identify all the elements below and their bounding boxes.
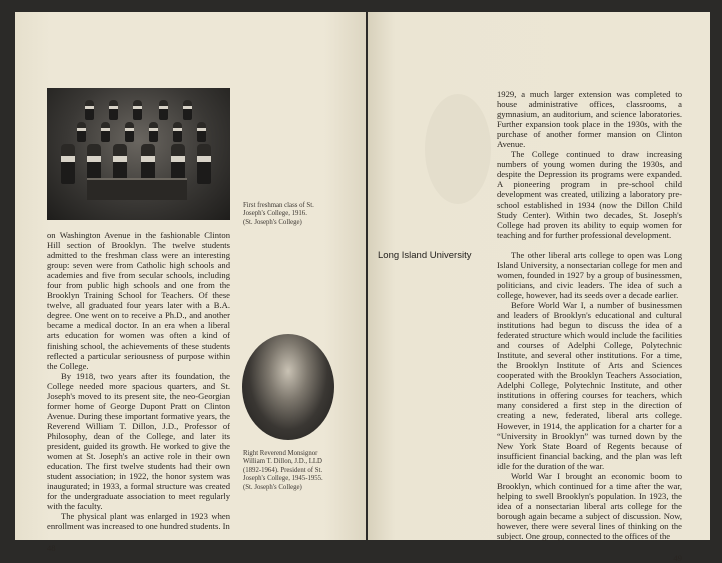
student-figure (183, 100, 192, 120)
paragraph: Before World War I, a number of businessmen and leaders of Brooklyn's educational and cultural institutions had begun to discuss the idea of a federated structure which would include the facilities and courses of Adelphi College, Polytechnic Institute, and several other institutions. For a time, the Brooklyn Institute of Arts and Sciences cooperated with the Brooklyn Teachers Association, Adelphi College, Polytechnic Institute, and other institutions in offering courses for teachers, which many considered a first step in the direction of creating a new, federated, liberal arts college. However, in 1914, the application for a charter for a “University in Brooklyn” was turned down by the New York State Board of Regents because of insufficient financial backing, and the plan was left idle for the duration of the war. (497, 299, 682, 471)
paragraph: World War I brought an economic boom to Brooklyn, which continued for a time after the war, helping to swell Brooklyn's population. In 1923, the idea of a nonsectarian liberal arts college for the borough again became a subject of discussion. Now, however, there were several lines of thinking on the subject. One group, connected to the offices of the (497, 470, 682, 542)
student-figure (133, 100, 142, 120)
student-figure (197, 144, 211, 184)
page-number: 49 (673, 553, 682, 563)
photo-table (87, 178, 187, 200)
right-text-top (497, 89, 682, 240)
caption-line: First freshman class of St. (243, 202, 314, 209)
side-heading: Long Island University (378, 249, 472, 261)
portrait-caption (243, 450, 355, 492)
page-number: 48 (47, 543, 56, 554)
caption-line: (St. Joseph's College) (243, 218, 302, 226)
student-figure (149, 122, 158, 142)
paragraph: The College continued to draw increasing numbers of young women during the 1930s, and despite the Depression its programs were expanded. A pioneering program in pre-school child development was created, utilizing a laboratory pre-school established in 1934 (now the Dillon Child Study Center). Within two decades, St. Joseph's College had proven its ability to equip women for teaching and for further professional development. (497, 149, 682, 240)
freshman-class-photo (47, 88, 230, 220)
student-figure (101, 122, 110, 142)
paragraph: 1929, a much larger extension was completed to house administrative offices, classrooms, a gymnasium, an auditorium, and science laboratories. Further expansion took place in the 1930s, with the purchase of another former mansion on Clinton Avenue. (497, 89, 682, 150)
student-figure (197, 122, 206, 142)
caption-line: Joseph's College, 1945-1955. (243, 475, 323, 483)
student-figure (159, 100, 168, 120)
caption-line: William T. Dillon, J.D., LLD (243, 458, 322, 466)
caption-line: (1892-1964). President of St. (243, 466, 323, 474)
paragraph: By 1918, two years after its foundation, the College needed more spacious quarters, and St. Joseph's moved to its present site, the neo-Georgian former home of George Dupont Pratt on Clinton Avenue. During these important formative years, the Reverend William T. Dillon, J.D., Professor of Philosophy, dean of the College, and later its president, guided its growth. He worked to give the women at St. Joseph's an active role in their own education. The first twelve students had their own student association; in 1922, the honor system was inaugurated; in 1933, a formal structure was created for the undergraduate association to meet regularly with the faculty. (47, 370, 230, 512)
right-text-bottom (378, 249, 682, 542)
student-figure (61, 144, 75, 184)
photo-caption (243, 202, 355, 227)
dillon-portrait (242, 334, 334, 440)
student-figure (77, 122, 86, 142)
paragraph: The other liberal arts college to open was Long Island University, a nonsectarian college for men and women, founded in 1927 by a group of businessmen, politicians, and civic leaders. The idea of such a college, however, had its seeds over a decade earlier. (497, 249, 682, 300)
bleed-through-oval (425, 94, 491, 204)
paragraph: The physical plant was enlarged in 1923 when enrollment was increased to one hundred students. In (47, 511, 230, 532)
right-page (368, 12, 710, 563)
left-page (15, 12, 366, 554)
student-figure (173, 122, 182, 142)
caption-line: Right Reverend Monsignor (243, 450, 318, 457)
right-text-column (378, 89, 682, 563)
student-figure (125, 122, 134, 142)
caption-line: (St. Joseph's College) (243, 483, 302, 491)
paragraph: on Washington Avenue in the fashionable Clinton Hill section of Brooklyn. The twelve students admitted to the freshman class were an interesting group: seven were from Catholic high schools and academies and five from secular schools, including four from public high schools and one from the Brooklyn Training School for Teachers. Of these twelve, all graduated four years later with a B.A. degree. One went on to receive a Ph.D., and another became a medical doctor. In an era when a liberal arts education for women was often a kind of finishing school, the achievements of these students reflected a particular seriousness of purpose within the College. (47, 230, 230, 371)
student-figure (85, 100, 94, 120)
student-figure (109, 100, 118, 120)
left-text-column (47, 230, 230, 553)
caption-line: Joseph's College, 1916. (243, 210, 307, 218)
